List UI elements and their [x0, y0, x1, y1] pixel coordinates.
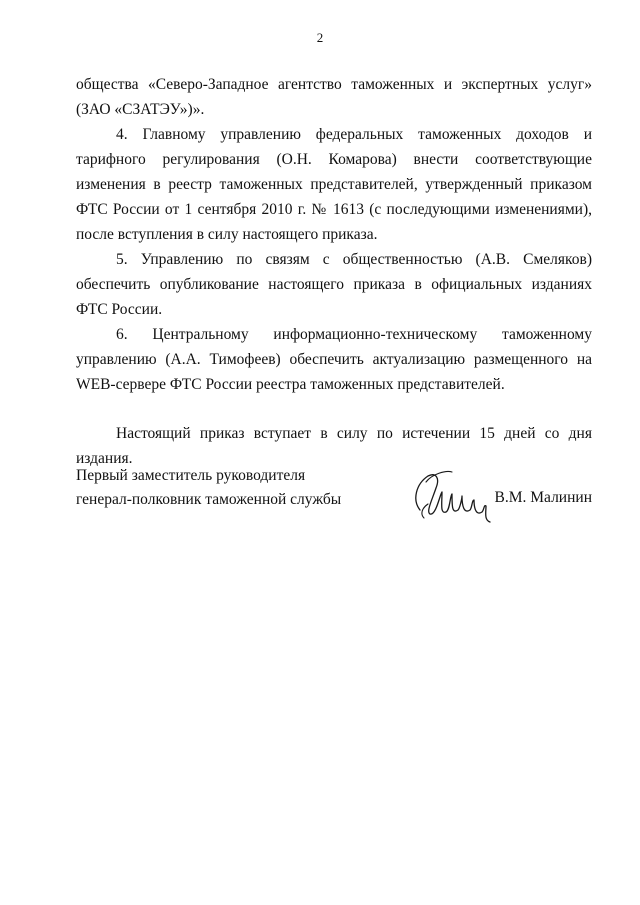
signature-block: [76, 464, 592, 534]
handwritten-signature-icon: [406, 464, 496, 526]
signer-title-line-1: Первый заместитель руководителя: [76, 467, 306, 484]
signer-name: В.М. Малинин: [494, 489, 592, 506]
signer-title-line-2: генерал-полковник таможенной службы: [76, 491, 342, 508]
signer-title: [76, 464, 341, 512]
paragraph-item-6: 6. Центральному информационно-техническому таможенному управлению (А.А. Тимофеев) обеспечить актуализацию размещенного на WEB-сервере ФТС России реестра таможенных представителей.: [76, 326, 592, 393]
paragraph-item-5: 5. Управлению по связям с общественностью (А.В. Смеляков) обеспечить опубликование настоящего приказа в официальных изданиях ФТС России.: [76, 251, 592, 318]
document-body: [76, 72, 592, 471]
page-number: 2: [316, 30, 324, 45]
paragraph-continuation: общества «Северо-Западное агентство таможенных и экспертных услуг» (ЗАО «СЗАТЭУ»)».: [76, 76, 592, 118]
paragraph-effective-date: Настоящий приказ вступает в силу по истечении 15 дней со дня издания.: [76, 425, 592, 467]
paragraph-item-4: 4. Главному управлению федеральных таможенных доходов и тарифного регулирования (О.Н. Комарова) внести соответствующие изменения в реестр таможенных представителей, утвержденный приказом ФТС России от 1 сентября 2010 г. № 1613 (с последующими изменениями), после вступления в силу настоящего приказа.: [76, 126, 592, 243]
